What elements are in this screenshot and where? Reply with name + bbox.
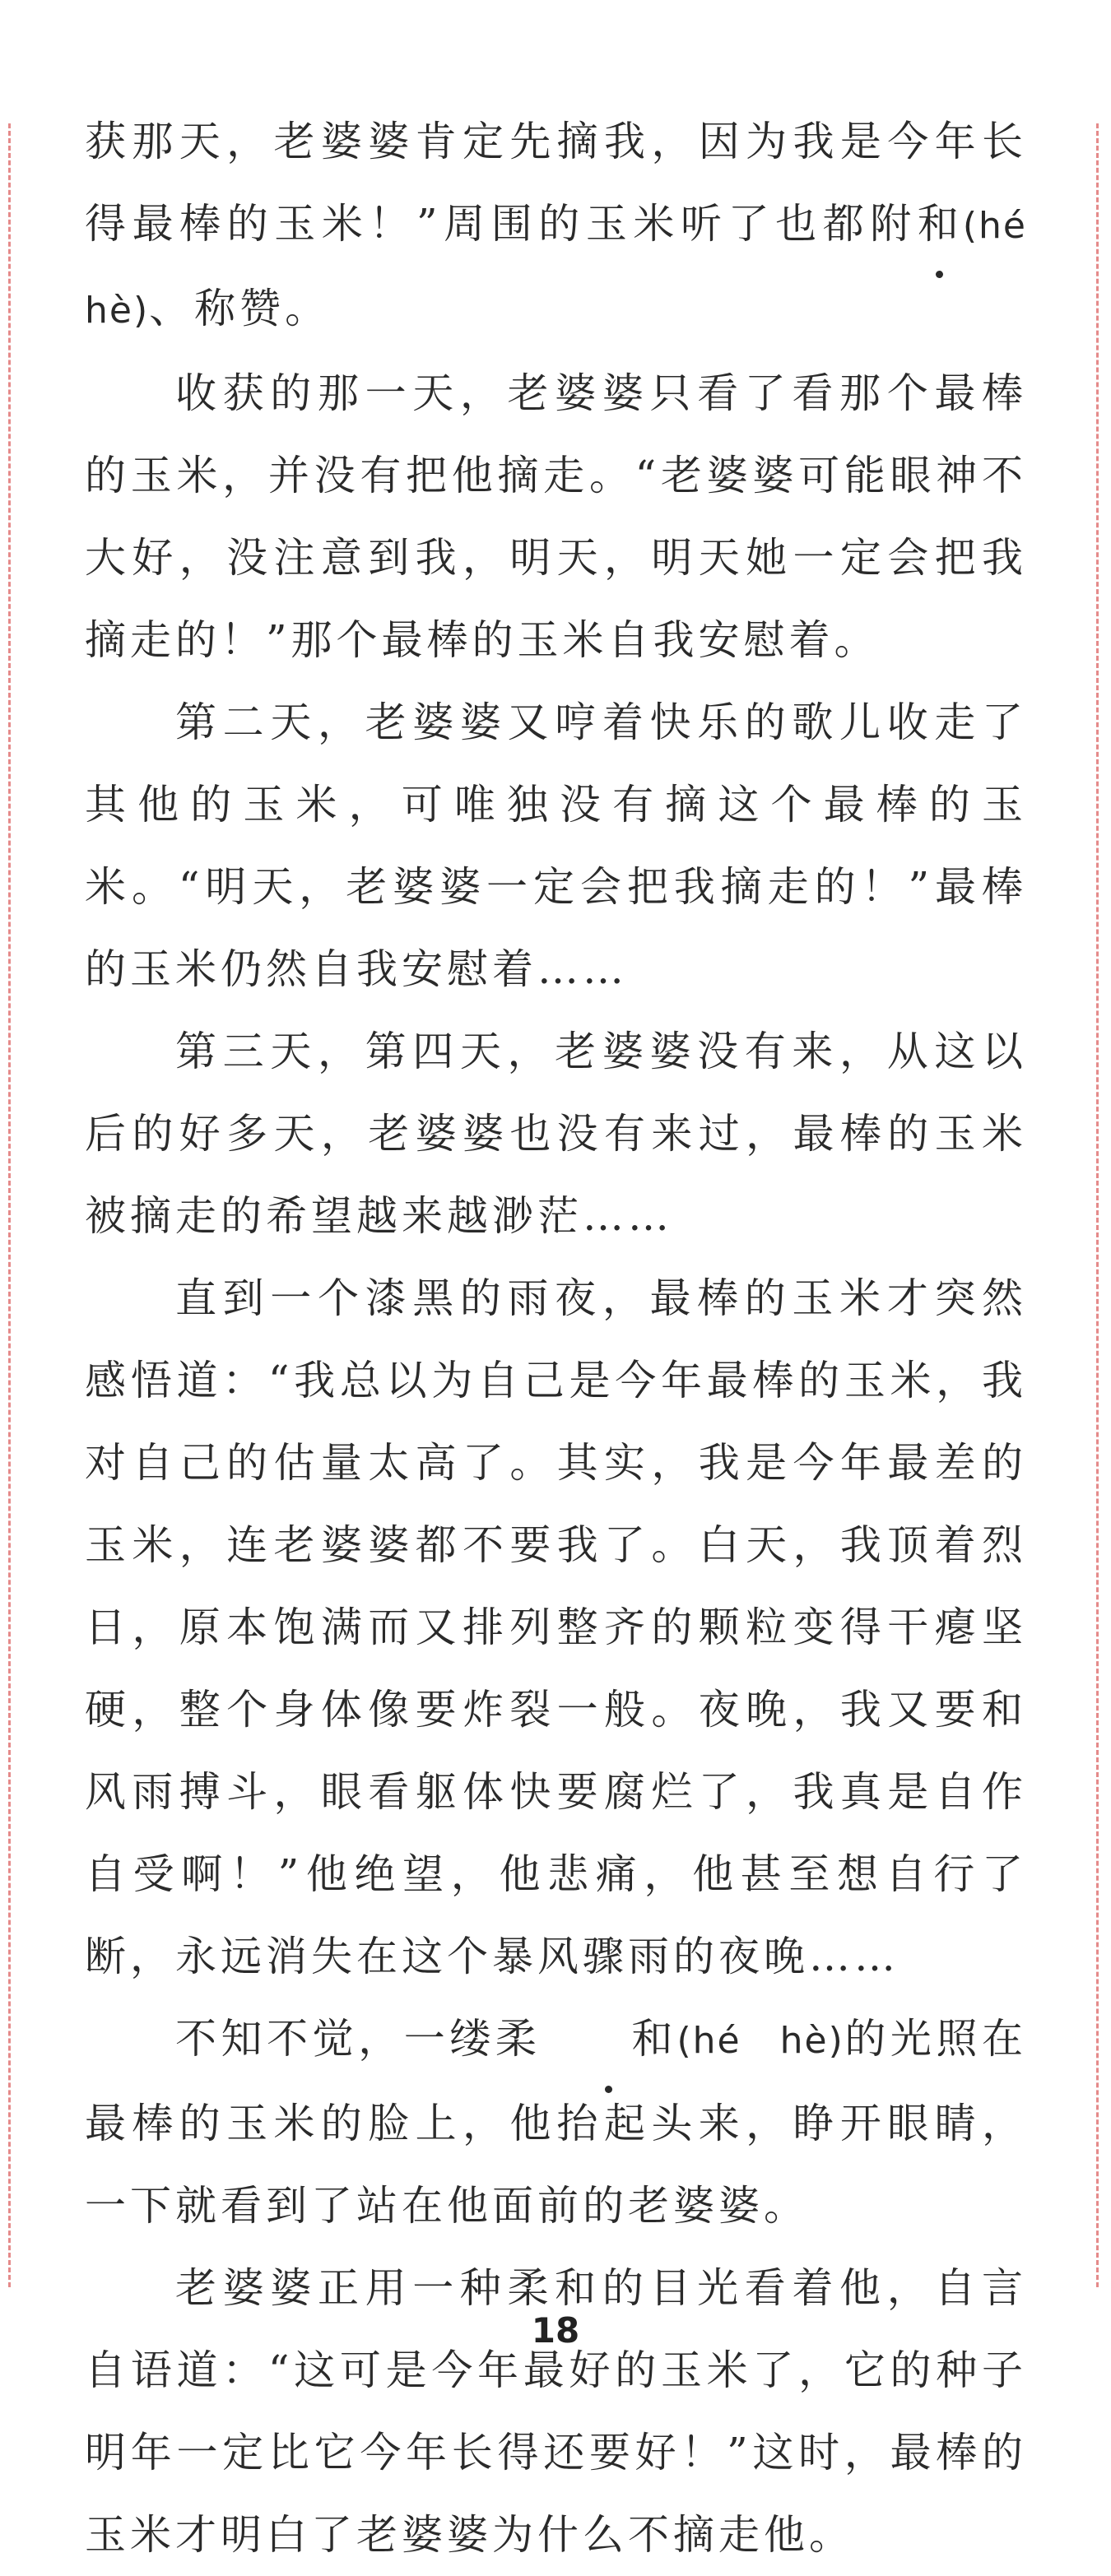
left-margin-border xyxy=(8,123,11,2287)
story-text xyxy=(85,100,1065,2576)
text-segment: 收获的那一天，老婆婆只看了看那个最棒的玉米，并没有把他摘走。“老婆婆可能眼神不大好，没注意到我，明天，明天她一定会把我摘走的！”那个最棒的玉米自我安慰着。 xyxy=(85,369,1027,664)
pinyin-annotation: (hé hè) xyxy=(85,205,1065,332)
paragraph xyxy=(85,1010,1027,1257)
emphasized-character: 和 xyxy=(541,1998,676,2080)
page-number: 18 xyxy=(531,2310,580,2351)
paragraph xyxy=(85,352,1027,681)
text-segment: 、称赞。 xyxy=(149,285,331,332)
emphasized-character: 和 xyxy=(918,183,963,265)
text-segment: 第三天，第四天，老婆婆没有来，从这以后的好多天，老婆婆也没有来过，最棒的玉米被摘走的希望越来越渺茫…… xyxy=(85,1028,1027,1240)
paragraph xyxy=(85,1257,1027,1998)
paragraph xyxy=(85,100,1065,352)
right-margin-border xyxy=(1096,123,1099,2287)
text-segment: 获那天，老婆婆肯定先摘我，因为我是今年长得最棒的玉米！”周围的玉米听了也都附 xyxy=(85,118,1027,248)
text-segment: 的光照在最棒的玉米的脸上，他抬起头来，睁开眼睛，一下就看到了站在他面前的老婆婆。 xyxy=(85,2015,1028,2230)
text-segment: 第二天，老婆婆又哼着快乐的歌儿收走了其他的玉米，可唯独没有摘这个最棒的玉米。“明天，老婆婆一定会把我摘走的！”最棒的玉米仍然自我安慰着…… xyxy=(85,699,1027,993)
pinyin-annotation: (hé hè) xyxy=(676,2020,844,2062)
paragraph xyxy=(85,2247,1027,2576)
text-segment: 老婆婆正用一种柔和的目光看着他，自言自语道：“这可是今年最好的玉米了，它的种子明年一定比它今年长得还要好！”这时，最棒的玉米才明白了老婆婆为什么不摘走他。 xyxy=(85,2264,1027,2559)
paragraph xyxy=(85,681,1027,1010)
text-segment: 直到一个漆黑的雨夜，最棒的玉米才突然感悟道：“我总以为自己是今年最棒的玉米，我对自己的估量太高了。其实，我是今年最差的玉米，连老婆婆都不要我了。白天，我顶着烈日，原本饱满而又排列整齐的颗粒变得干瘪坚硬，整个身体像要炸裂一般。夜晚，我又要和风雨搏斗，眼看躯体快要腐烂了，我真是自作自受啊！”他绝望，他悲痛，他甚至想自行了断，永远消失在这个暴风骤雨的夜晚…… xyxy=(85,1274,1027,1980)
text-segment: 不知不觉，一缕柔 xyxy=(175,2015,542,2063)
paragraph xyxy=(85,1998,1027,2247)
